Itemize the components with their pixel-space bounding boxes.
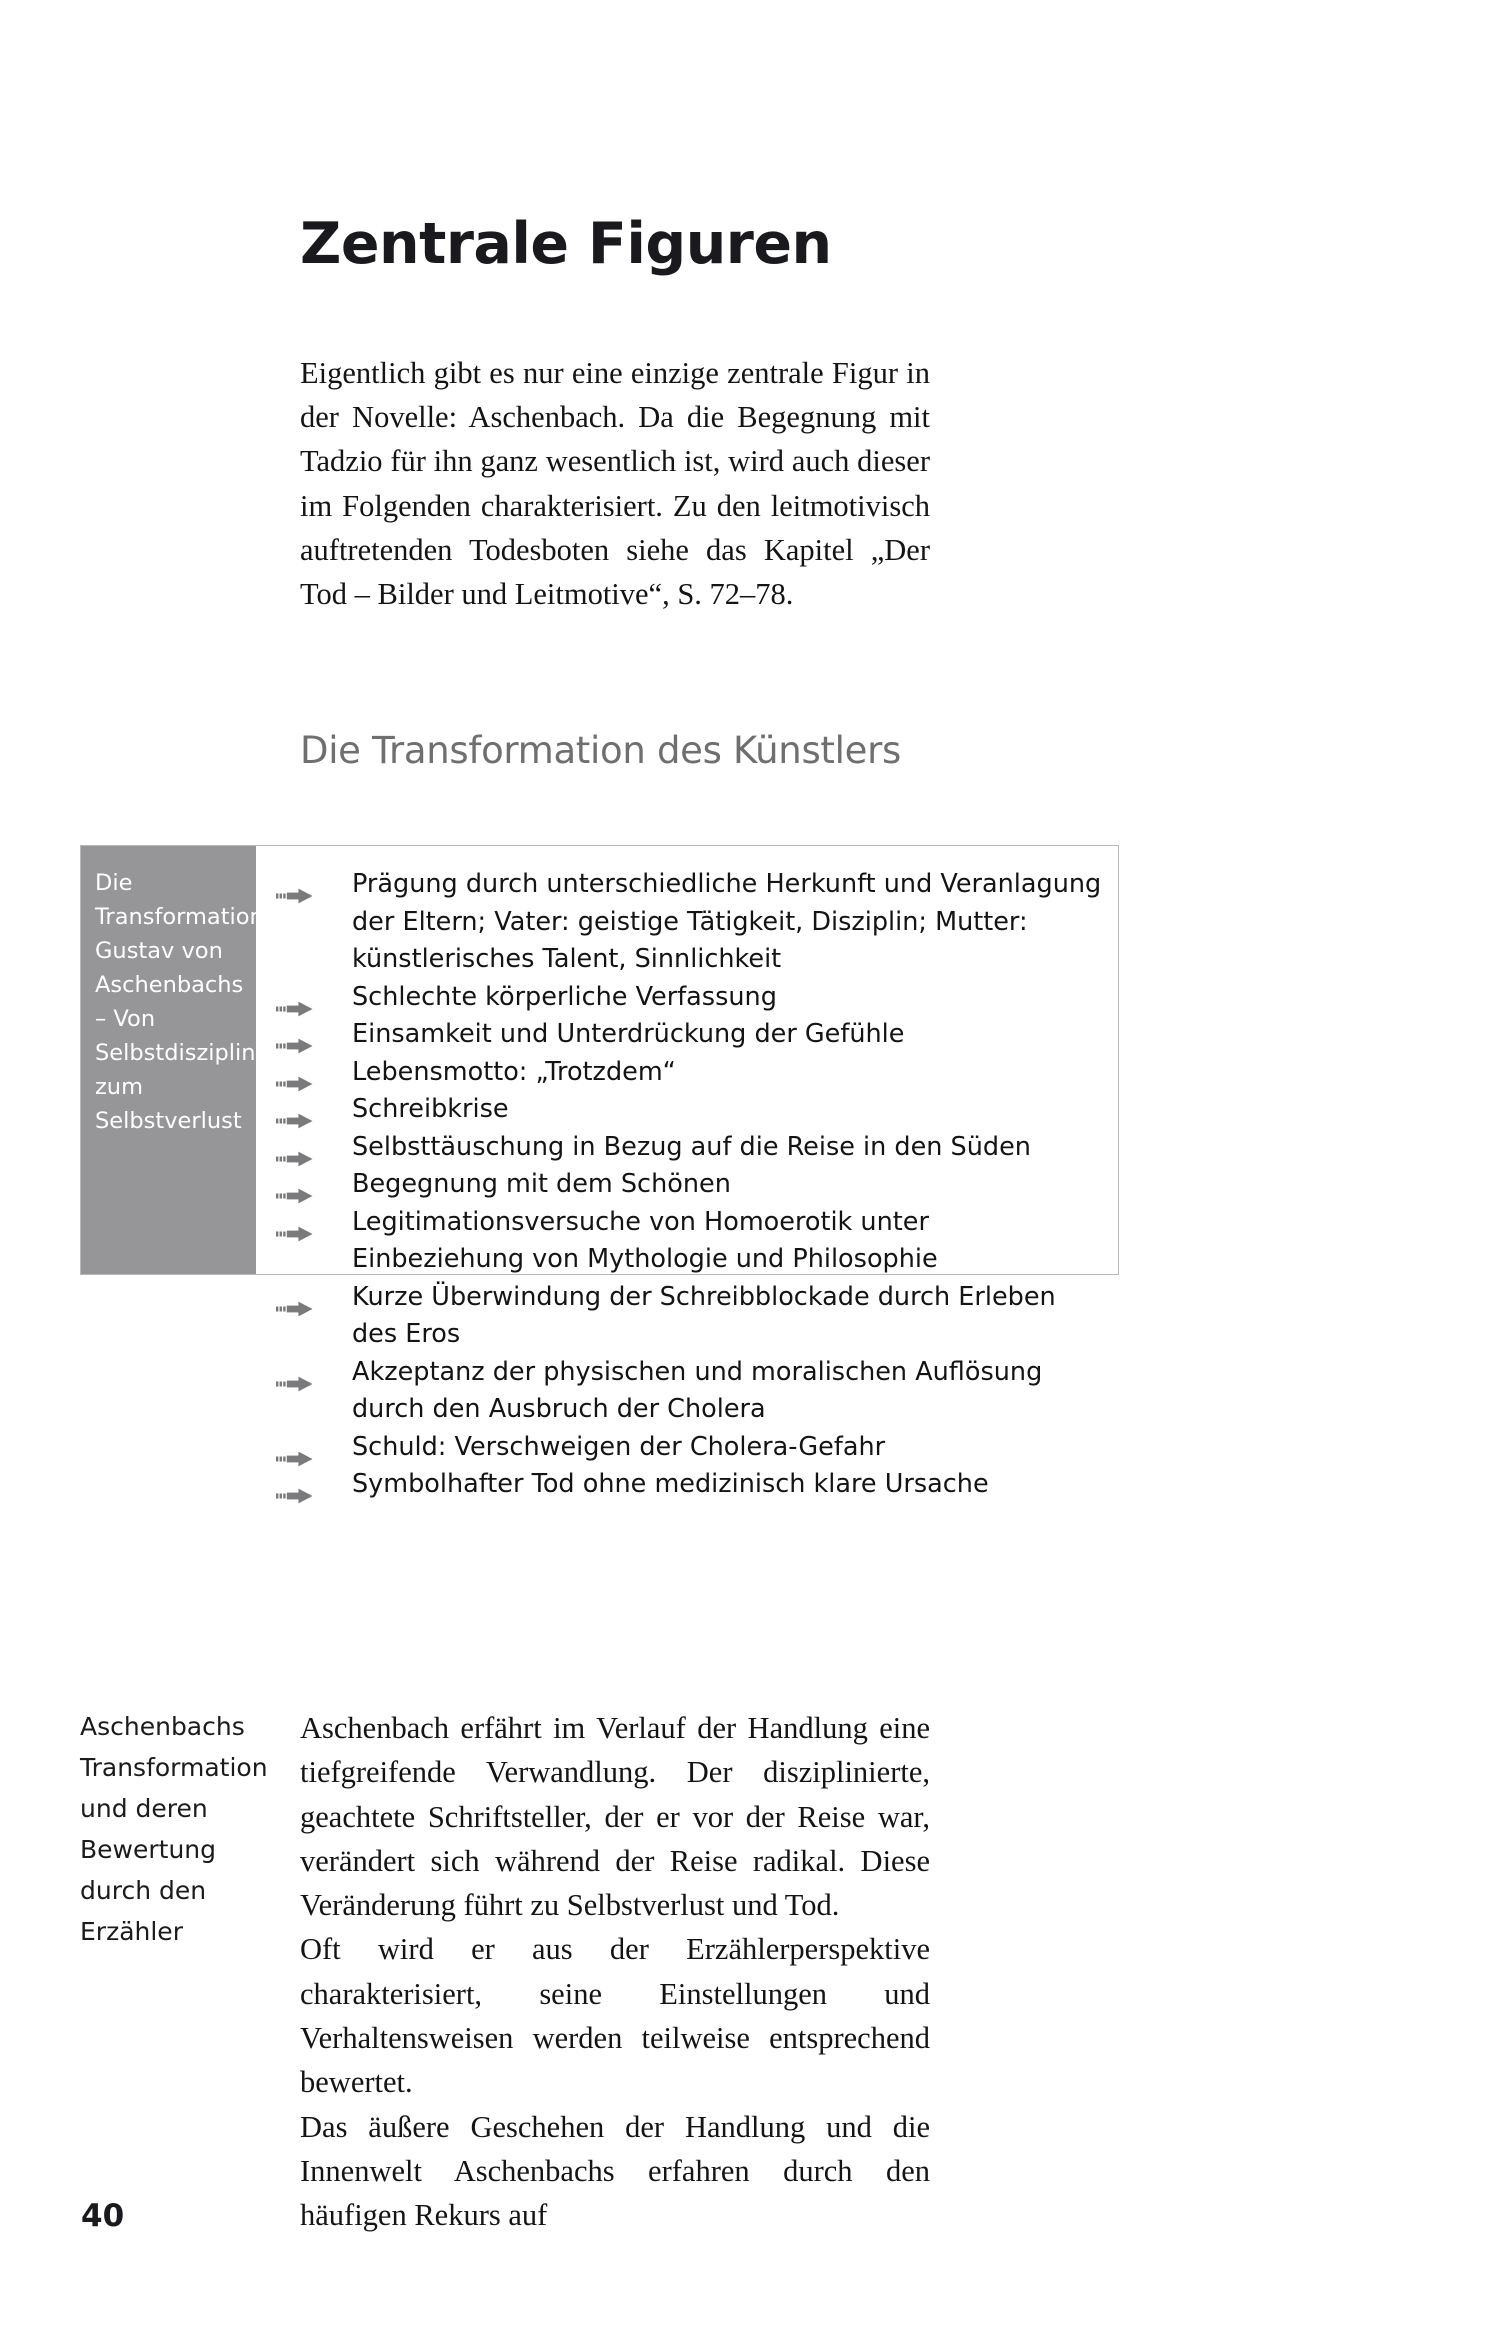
- body-text-block: [300, 1706, 930, 2238]
- bullet-list-item: [272, 1091, 1102, 1129]
- arrow-right-icon: [276, 1103, 318, 1119]
- arrow-right-icon: [276, 1441, 318, 1457]
- info-box: [80, 845, 1119, 1499]
- arrow-right-icon: [276, 1291, 318, 1307]
- intro-paragraph: Eigentlich gibt es nur eine einzige zentrale Figur in der Novelle: Aschenbach. Da die Begegnung mit Tadzio für ihn ganz wesentlich ist, wird auch dieser im Folgenden charakterisiert. Zu den leitmotivisch auftretenden Todesboten siehe das Kapitel „Der Tod – Bilder und Leitmotive“, S. 72–78.: [300, 356, 930, 612]
- bullet-list-item: [272, 1166, 1102, 1204]
- bullet-list-item: [272, 1354, 1102, 1429]
- bullet-list-item-label: Prägung durch unterschiedliche Herkunft und Veranlagung der Eltern; Vater: geistige Tätigkeit, Disziplin; Mutter: künstlerisches Talent, Sinnlichkeit: [352, 869, 1102, 974]
- page-number: 40: [81, 2198, 125, 2234]
- arrow-right-icon: [276, 1066, 318, 1082]
- bullet-list-item: [272, 1279, 1102, 1354]
- body-paragraph-2: Oft wird er aus der Erzählerperspektive charakterisiert, seine Einstellungen und Verhaltensweisen werden teilweise entsprechend bewertet.: [300, 1932, 930, 2100]
- bullet-list-item-label: Begegnung mit dem Schönen: [352, 1169, 731, 1199]
- arrow-right-icon: [276, 1141, 318, 1157]
- bullet-list-item-label: Schuld: Verschweigen der Cholera-Gefahr: [352, 1431, 886, 1462]
- bullet-list-item-label: Symbolhafter Tod ohne medizinisch klare Ursache: [352, 1469, 989, 1499]
- bullet-list-item-label: Legitimationsversuche von Homoerotik unter Einbeziehung von Mythologie und Philosophie: [352, 1206, 938, 1274]
- body-paragraph-3: Das äußere Geschehen der Handlung und die Innenwelt Aschenbachs erfahren durch den häufigen Rekurs auf: [300, 2109, 930, 2233]
- page-title: Zentrale Figuren: [300, 211, 832, 278]
- bullet-list-item: [272, 1054, 1102, 1092]
- bullet-list-item-label: Schreibkrise: [352, 1094, 509, 1124]
- bullet-list-item-label: Akzeptanz der physischen und moralischen Auflösung durch den Ausbruch der Cholera: [352, 1356, 1043, 1424]
- bullet-list-item-label: Einsamkeit und Unterdrückung der Gefühle: [352, 1019, 905, 1049]
- arrow-right-icon: [276, 1366, 318, 1382]
- arrow-right-icon: [276, 1028, 318, 1044]
- bullet-list-item-label: Schlechte körperliche Verfassung: [352, 981, 777, 1012]
- bullet-list-item: [272, 1204, 1102, 1279]
- bullet-list-item-label: Selbsttäuschung in Bezug auf die Reise in den Süden: [352, 1131, 1031, 1162]
- arrow-right-icon: [276, 1216, 318, 1232]
- bullet-list-item: [272, 1429, 1102, 1467]
- bullet-list-item-label: Kurze Überwindung der Schreibblockade durch Erleben des Eros: [352, 1281, 1056, 1349]
- bullet-list-item: [272, 866, 1102, 979]
- info-box-body: [256, 846, 1118, 1499]
- bullet-list: [272, 866, 1102, 1504]
- arrow-right-icon: [276, 878, 318, 894]
- section-subheading: Die Transformation des Künstlers: [300, 728, 901, 772]
- arrow-right-icon: [276, 991, 318, 1007]
- bullet-list-item: [272, 1466, 1102, 1504]
- arrow-right-icon: [276, 1178, 318, 1194]
- bullet-list-item: [272, 1129, 1102, 1167]
- bullet-list-item-label: Lebensmotto: „Trotzdem“: [352, 1056, 676, 1087]
- info-box-label: Die Transformation Gustav von Aschenbachs – Von Selbstdisziplin zum Selbstverlust: [81, 846, 256, 1274]
- bullet-list-item: [272, 979, 1102, 1017]
- bullet-list-item: [272, 1016, 1102, 1054]
- margin-note: Aschenbachs Transformation und deren Bewertung durch den Erzähler: [80, 1712, 268, 1946]
- body-paragraph-1: Aschenbach erfährt im Verlauf der Handlung eine tiefgreifende Verwandlung. Der disziplinierte, geachtete Schriftsteller, der er vor der Reise war, verändert sich während der Reise radikal. Diese Veränderung führt zu Selbstverlust und Tod.: [300, 1711, 930, 1923]
- arrow-right-icon: [276, 1478, 318, 1494]
